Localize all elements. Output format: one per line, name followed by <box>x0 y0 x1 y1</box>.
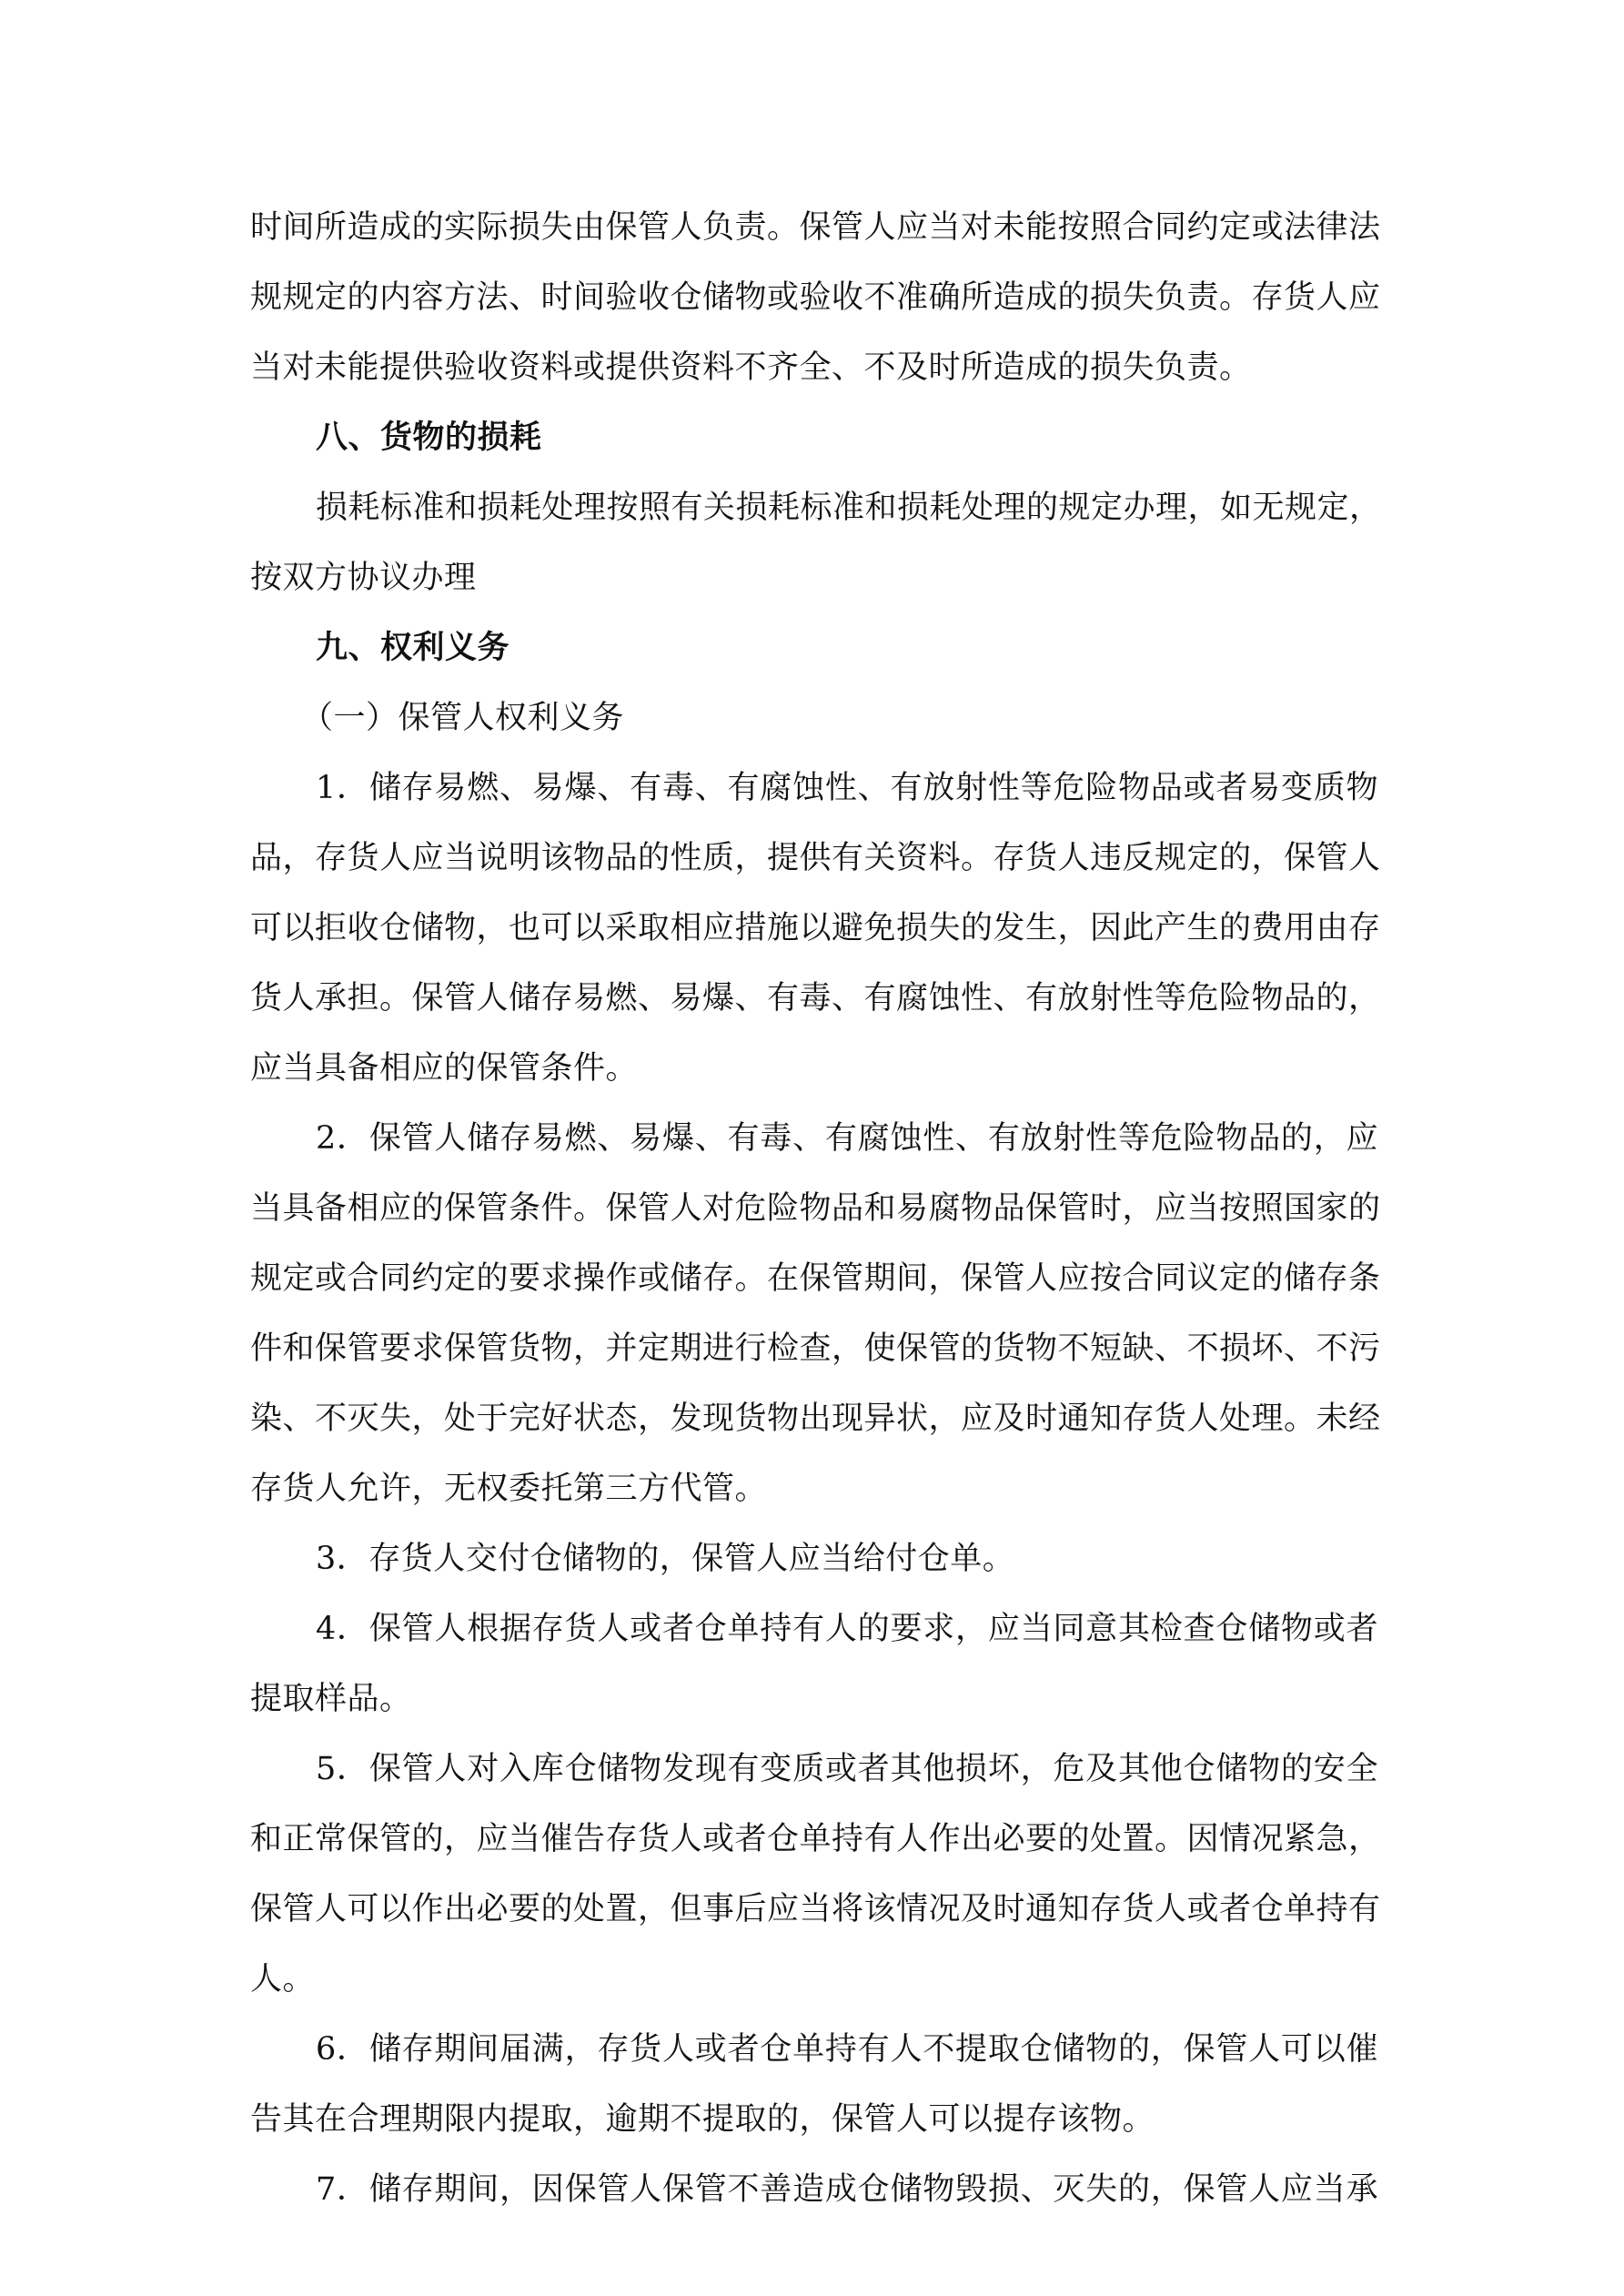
section-heading: 八、货物的损耗 <box>316 420 542 456</box>
text-line: 告其在合理期限内提取，逾期不提取的，保管人可以提存该物。 <box>250 2101 1155 2138</box>
text-line: 当对未能提供验收资料或提供资料不齐全、不及时所造成的损失负责。 <box>250 349 1252 386</box>
text-line: 2．保管人储存易燃、易爆、有毒、有腐蚀性、有放射性等危险物品的，应 <box>316 1120 1378 1157</box>
section-heading: 九、权利义务 <box>316 630 510 666</box>
text-line: 可以拒收仓储物，也可以采取相应措施以避免损失的发生，因此产生的费用由存 <box>250 910 1381 946</box>
text-line: 存货人允许，无权委托第三方代管。 <box>250 1471 768 1507</box>
text-line: 7．储存期间，因保管人保管不善造成仓储物毁损、灭失的，保管人应当承 <box>316 2171 1378 2208</box>
text-line: 4．保管人根据存货人或者仓单持有人的要求，应当同意其检查仓储物或者 <box>316 1611 1378 1647</box>
text-line: 件和保管要求保管货物，并定期进行检查，使保管的货物不短缺、不损坏、不污 <box>250 1330 1381 1367</box>
text-line: 货人承担。保管人储存易燃、易爆、有毒、有腐蚀性、有放射性等危险物品的， <box>250 980 1381 1017</box>
text-line: 规定或合同约定的要求操作或储存。在保管期间，保管人应按合同议定的储存条 <box>250 1260 1381 1297</box>
text-line: 6．储存期间届满，存货人或者仓单持有人不提取仓储物的，保管人可以催 <box>316 2031 1378 2068</box>
subsection-heading: （一）保管人权利义务 <box>301 700 625 736</box>
text-line: 按双方协议办理 <box>250 560 477 596</box>
text-line: 5．保管人对入库仓储物发现有变质或者其他损坏，危及其他仓储物的安全 <box>316 1751 1378 1787</box>
text-line: 规规定的内容方法、时间验收仓储物或验收不准确所造成的损失负责。存货人应 <box>250 279 1381 316</box>
document-page <box>250 193 1382 2225</box>
text-line: 损耗标准和损耗处理按照有关损耗标准和损耗处理的规定办理，如无规定， <box>316 490 1382 526</box>
text-line: 3．存货人交付仓储物的，保管人应当给付仓单。 <box>316 1541 1015 1577</box>
text-line: 1．储存易燃、易爆、有毒、有腐蚀性、有放射性等危险物品或者易变质物 <box>316 770 1378 806</box>
text-line: 和正常保管的，应当催告存货人或者仓单持有人作出必要的处置。因情况紧急， <box>250 1821 1381 1857</box>
text-line: 时间所造成的实际损失由保管人负责。保管人应当对未能按照合同约定或法律法 <box>250 209 1381 246</box>
text-line: 应当具备相应的保管条件。 <box>250 1050 639 1087</box>
text-line: 保管人可以作出必要的处置，但事后应当将该情况及时通知存货人或者仓单持有 <box>250 1891 1381 1927</box>
text-line: 人。 <box>250 1961 316 1998</box>
text-line: 品，存货人应当说明该物品的性质，提供有关资料。存货人违反规定的，保管人 <box>250 840 1381 876</box>
text-line: 当具备相应的保管条件。保管人对危险物品和易腐物品保管时，应当按照国家的 <box>250 1190 1381 1227</box>
text-line: 提取样品。 <box>250 1681 412 1717</box>
text-line: 染、不灭失，处于完好状态，发现货物出现异状，应及时通知存货人处理。未经 <box>250 1401 1381 1437</box>
